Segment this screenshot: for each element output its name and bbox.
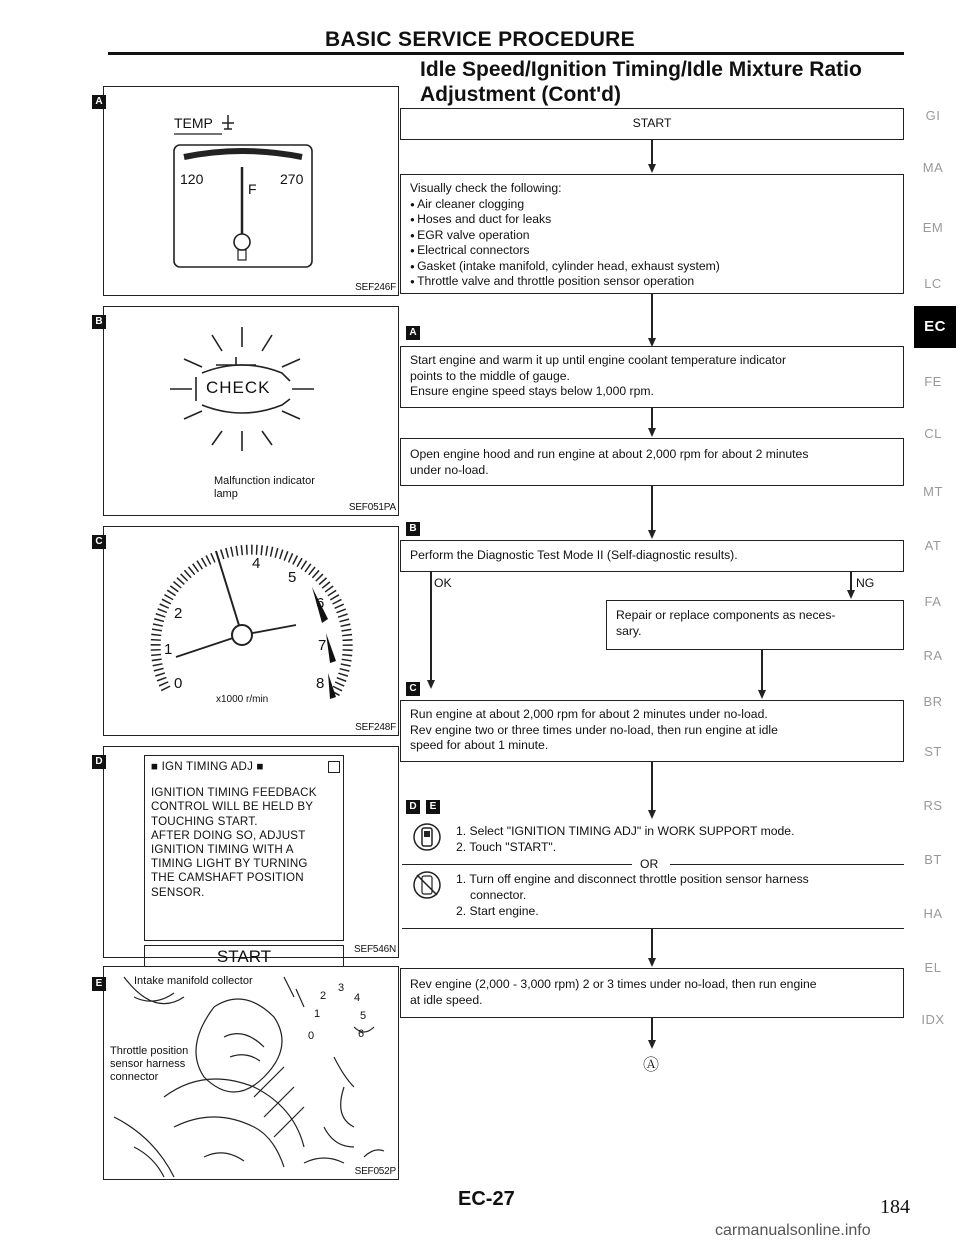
run-line-1: Run engine at about 2,000 rpm for about 2 minutes under no-load. [410,707,768,721]
flow-chip-c: C [406,682,420,696]
check-lamp-caption-1: Malfunction indicator [214,475,315,487]
consult-line-7: THE CAMSHAFT POSITION [151,871,304,885]
tach-unit: x1000 r/min [216,694,269,705]
visual-check-item: ● EGR valve operation [410,228,894,244]
tab-gi[interactable]: GI [925,108,941,123]
consult-screen [144,755,344,941]
tab-fe[interactable]: FE [924,374,942,389]
tab-ec[interactable]: EC [914,306,956,348]
flow-start-box: START [400,108,904,140]
tach-tick-8: 8 [316,675,325,692]
run-line-3: speed for about 1 minute. [410,738,549,752]
warmup-line-1: Start engine and warm it up until engine coolant temperature indicator [410,353,787,367]
tps-label-3: connector [110,1071,159,1083]
page-number: EC-27 [458,1188,515,1210]
tab-bt[interactable]: BT [924,852,942,867]
figure-d-code: SEF546N [354,944,396,955]
page-index: 184 [880,1196,910,1218]
gauge-unit-label: F [248,181,257,197]
run-engine-box [400,700,904,762]
figure-e-letter: E [92,977,106,991]
consult-line-6: TIMING LIGHT BY TURNING [151,857,308,871]
figure-e-code: SEF052P [354,1166,396,1177]
tach-tick-5: 5 [288,569,297,586]
hood-line-1: Open engine hood and run engine at about 2,000 rpm for about 2 minutes [410,447,809,461]
tab-mt[interactable]: MT [923,484,943,499]
flow-chip-e: E [426,800,440,814]
visual-check-item: ● Electrical connectors [410,243,894,259]
figure-d-consult-screen [95,746,399,966]
flow-connector-6 [651,928,653,962]
flow-arrow-3 [648,428,656,437]
tab-lc[interactable]: LC [924,276,942,291]
flow-ng-arrow [847,590,855,599]
warmup-line-3: Ensure engine speed stays below 1,000 rpm. [410,384,654,398]
mini-tach-tick-3: 3 [338,982,345,994]
repair-box [606,600,904,650]
temp-label: TEMP [174,115,213,131]
tab-st[interactable]: ST [924,744,942,759]
tab-rs[interactable]: RS [923,798,943,813]
header-rule [108,52,904,55]
rev-line-1: Rev engine (2,000 - 3,000 rpm) 2 or 3 times under no-load, then run engine [410,977,817,991]
visual-check-list [410,197,894,290]
visual-check-item: ● Air cleaner clogging [410,197,894,213]
or-rule-left [402,864,632,865]
flow-connector-4 [651,486,653,534]
consult-line-4: AFTER DOING SO, ADJUST [151,828,306,842]
timing-adjust-block [402,818,904,940]
figure-b-code: SEF051PA [348,502,396,513]
consult-line-3: TOUCHING START. [151,814,258,828]
flow-ok-arrow [427,680,435,689]
figure-d-letter: D [92,755,106,769]
mini-tach-tick-4: 4 [354,992,361,1004]
consult-tool-icon [412,822,442,852]
flow-ok-line [430,572,432,682]
mini-tach-tick-1: 1 [314,1008,321,1020]
visual-check-intro: Visually check the following: [410,181,562,195]
flow-connector-5 [651,762,653,814]
tab-fa[interactable]: FA [924,594,942,609]
tab-ma[interactable]: MA [922,160,944,175]
tach-tick-4: 4 [252,555,261,572]
figure-c-code: SEF248F [355,722,396,733]
ok-label: OK [434,576,452,590]
visual-check-item: ● Hoses and duct for leaks [410,212,894,228]
ng-label: NG [856,576,875,590]
watermark[interactable]: carmanualsonline.info [715,1222,871,1239]
subtitle-line-1: Idle Speed/Ignition Timing/Idle Mixture Ratio [420,58,862,81]
tach-tick-0: 0 [174,675,183,692]
figure-e-engine-bay [95,966,399,1180]
flow-chip-d: D [406,800,420,814]
mini-tach-tick-0: 0 [308,1030,315,1042]
tach-tick-6: 6 [316,595,325,612]
tab-at[interactable]: AT [924,538,942,553]
consult-line-2: CONTROL WILL BE HELD BY [151,800,314,814]
section-title: BASIC SERVICE PROCEDURE [325,28,635,51]
figure-b-check-lamp [95,306,399,516]
repair-line-1: Repair or replace components as neces- [616,608,836,622]
tab-el[interactable]: EL [924,960,942,975]
consult-step-2: 2. Touch "START". [456,840,557,854]
visual-check-box [400,174,904,294]
rev-engine-box [400,968,904,1018]
manual-step-2: 2. Start engine. [456,904,539,918]
warmup-box [400,346,904,408]
page-subtitle [420,57,862,107]
consult-line-1: IGNITION TIMING FEEDBACK [151,786,317,800]
or-label: OR [640,857,659,871]
tab-ha[interactable]: HA [923,906,943,921]
intake-label: Intake manifold collector [134,975,253,987]
no-tool-icon [412,870,442,900]
flow-arrow-7 [648,1040,656,1049]
flow-arrow-6 [648,958,656,967]
tps-label-1: Throttle position [110,1045,189,1057]
tach-tick-7: 7 [318,637,327,654]
tab-em[interactable]: EM [922,220,944,235]
hood-box [400,438,904,486]
flow-connector-2 [651,294,653,342]
timing-block-rule [402,928,904,929]
consult-corner-icon [328,761,340,773]
check-lamp-text: CHECK [206,378,271,397]
flow-continue-marker: Ⓐ [643,1057,660,1074]
mini-tach-tick-5: 5 [360,1010,367,1022]
visual-check-item: ● Gasket (intake manifold, cylinder head, exhaust system) [410,259,894,275]
flow-chip-b: B [406,522,420,536]
flow-arrow-4 [648,530,656,539]
visual-check-item: ● Throttle valve and throttle position sensor operation [410,274,894,290]
figure-a-letter: A [92,95,106,109]
figure-a-temp-gauge [95,86,399,296]
rev-line-2: at idle speed. [410,992,483,1007]
tach-tick-2: 2 [174,605,183,622]
flow-repair-arrow [758,690,766,699]
flow-arrow-1 [648,164,656,173]
mini-tach-tick-2: 2 [320,990,327,1002]
warmup-line-2: points to the middle of gauge. [410,368,570,383]
gauge-low-label: 120 [180,171,204,187]
repair-line-2: sary. [616,623,642,638]
subtitle-line-2: Adjustment (Cont'd) [420,83,621,106]
tab-idx[interactable]: IDX [921,1012,945,1027]
tach-tick-1: 1 [164,641,173,658]
mini-tach-tick-6: 6 [358,1028,365,1040]
or-rule-right [670,864,904,865]
tab-ra[interactable]: RA [923,648,943,663]
run-line-2: Rev engine two or three times under no-load, then run engine at idle [410,722,778,737]
figure-a-code: SEF246F [355,282,396,293]
tab-cl[interactable]: CL [924,426,942,441]
tps-label-2: sensor harness [110,1058,186,1070]
consult-step-1: 1. Select "IGNITION TIMING ADJ" in WORK SUPPORT mode. [456,824,795,838]
tab-br[interactable]: BR [923,694,943,709]
manual-step-1b: connector. [470,888,527,902]
manual-step-1: 1. Turn off engine and disconnect throttle position sensor harness [456,872,809,886]
consult-start-button: START [144,945,344,969]
consult-screen-title: ■ IGN TIMING ADJ ■ [151,760,264,773]
hood-line-2: under no-load. [410,462,489,477]
figure-b-letter: B [92,315,106,329]
check-lamp-caption-2: lamp [214,488,238,500]
gauge-high-label: 270 [280,171,304,187]
flow-repair-line [761,650,763,694]
diagnostic-box: Perform the Diagnostic Test Mode II (Self-diagnostic results). [400,540,904,572]
figure-c-tachometer [95,526,399,736]
figure-c-letter: C [92,535,106,549]
consult-line-5: IGNITION TIMING WITH A [151,843,294,857]
consult-line-8: SENSOR. [151,885,205,899]
flow-chip-a: A [406,326,420,340]
